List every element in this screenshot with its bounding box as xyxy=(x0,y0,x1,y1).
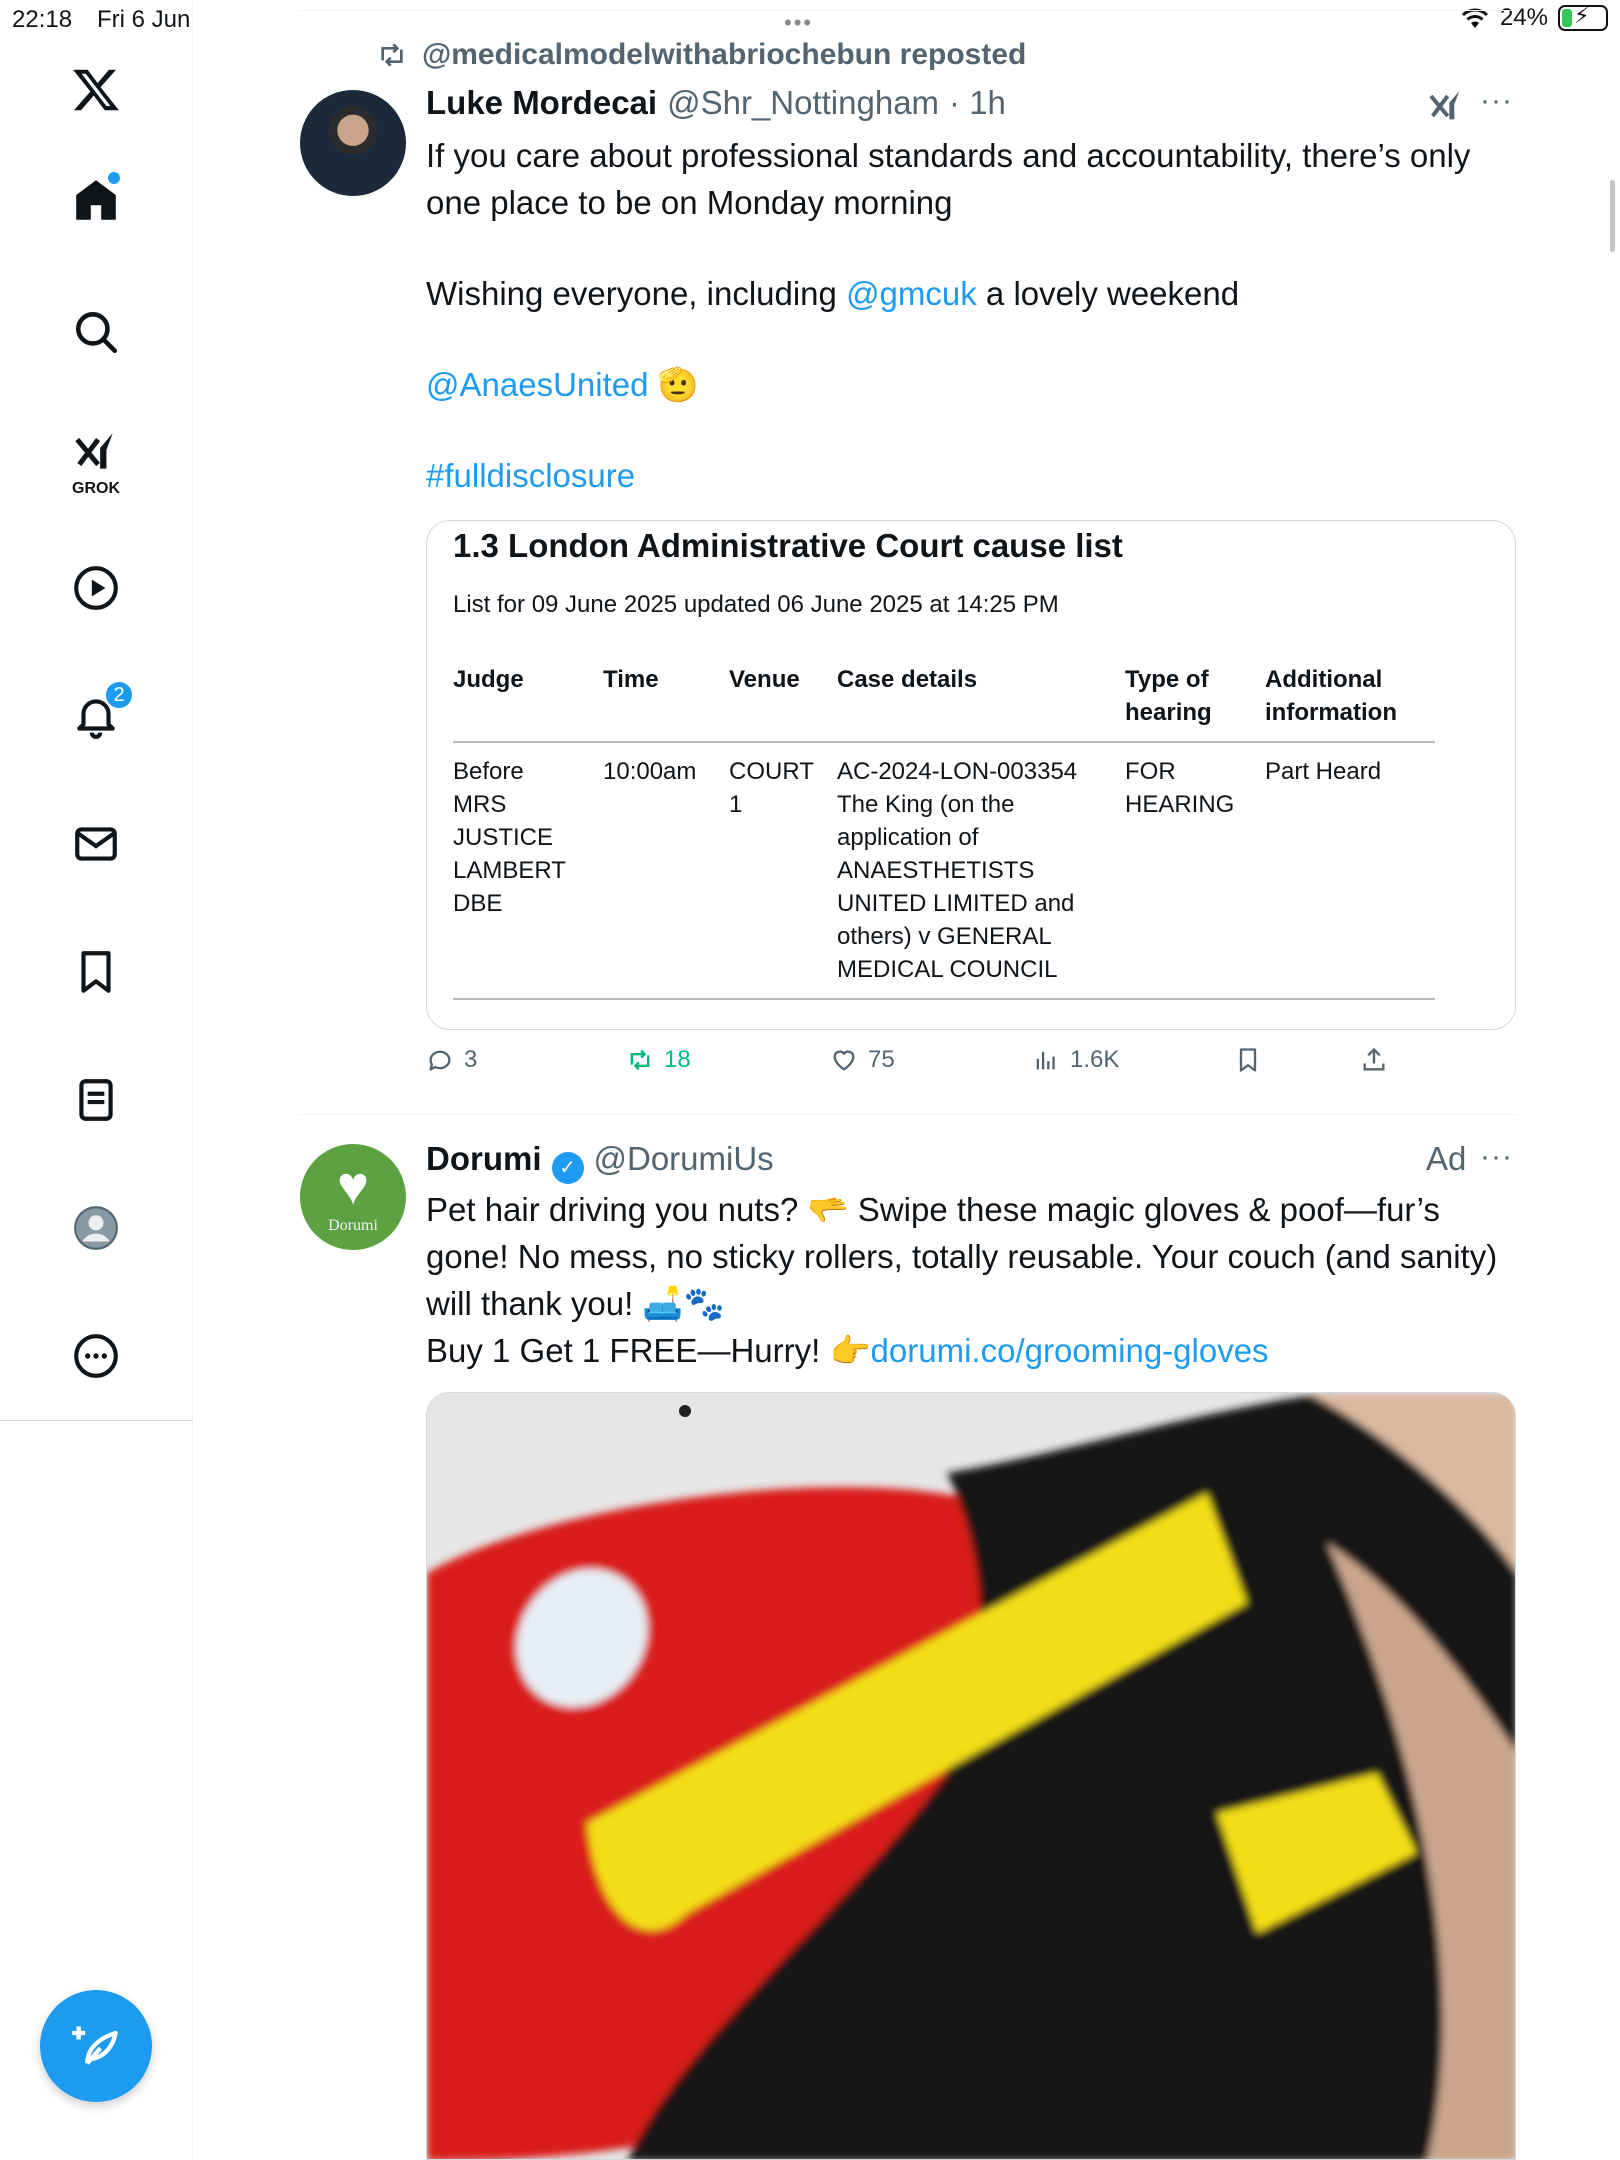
home-new-dot xyxy=(108,172,120,184)
heart-icon xyxy=(830,1046,858,1074)
battery-icon: ⚡ xyxy=(1558,5,1608,31)
verified-badge-icon: ✓ xyxy=(552,1152,584,1184)
ad-link[interactable]: dorumi.co/grooming-gloves xyxy=(870,1332,1269,1369)
avatar-brand-text: Dorumi xyxy=(328,1217,378,1234)
tweet-text-line: Pet hair driving you nuts? 🫳 Swipe these magic gloves & poof—fur’s gone! No mess, no sticky rollers, totally reusable. Your couch (and sanity) will thank you! 🛋️🐾 xyxy=(426,1191,1498,1322)
retweet-button[interactable] xyxy=(626,1046,691,1074)
reply-button[interactable] xyxy=(426,1046,477,1074)
cell-time: 10:00am xyxy=(603,758,697,785)
bookmark-button[interactable] xyxy=(1234,1046,1262,1074)
author-name[interactable]: Dorumi xyxy=(426,1140,542,1177)
share-button[interactable] xyxy=(1360,1046,1388,1074)
grok-label: GROK xyxy=(72,480,120,497)
compose-button[interactable] xyxy=(40,1990,152,2102)
bookmarks-icon[interactable] xyxy=(60,936,132,1008)
cause-list-table xyxy=(453,663,1435,1000)
view-count: 1.6K xyxy=(1070,1046,1120,1073)
repost-icon xyxy=(376,39,408,71)
cell-venue: COURT 1 xyxy=(729,758,814,818)
tweet-header xyxy=(426,84,1006,122)
views-button[interactable] xyxy=(1032,1046,1119,1074)
repost-text: @medicalmodelwithabriochebun reposted xyxy=(422,38,1027,71)
card-title: 1.3 London Administrative Court cause list xyxy=(453,527,1123,564)
tweet-body xyxy=(426,1186,1516,1374)
header-type-of-hearing: Type of hearing xyxy=(1125,666,1212,726)
header-case-details: Case details xyxy=(837,666,978,693)
home-icon[interactable] xyxy=(60,164,132,236)
cell-additional-info: Part Heard xyxy=(1265,758,1382,785)
tweet-text-line: Buy 1 Get 1 FREE—Hurry! 👉dorumi.co/grooming-gloves xyxy=(426,1332,1269,1369)
cell-judge: Before MRS JUSTICE LAMBERT DBE xyxy=(453,758,566,917)
like-button[interactable] xyxy=(830,1046,895,1074)
reply-count: 3 xyxy=(464,1046,478,1073)
like-count: 75 xyxy=(868,1046,895,1073)
attached-image-court-list[interactable] xyxy=(426,520,1516,1030)
tweet-body xyxy=(426,132,1516,499)
cell-case-details: AC-2024-LON-003354 The King (on the application of ANAESTHETISTS UNITED LIMITED and others) v GENERAL MEDICAL COUNCIL xyxy=(837,758,1078,983)
scroll-indicator[interactable] xyxy=(1610,180,1615,252)
more-icon[interactable] xyxy=(60,1320,132,1392)
tweet-header xyxy=(426,1140,774,1180)
retweet-count: 18 xyxy=(664,1046,691,1073)
grok-explain-icon[interactable] xyxy=(1426,86,1466,126)
tweet-text-line xyxy=(426,452,1516,499)
status-time: 22:18 xyxy=(12,6,73,33)
table-row xyxy=(453,743,1435,1000)
mention-link[interactable]: @AnaesUnited xyxy=(426,366,649,403)
tweet-divider xyxy=(300,1114,1516,1115)
sidebar-divider xyxy=(0,1420,193,1421)
header-time: Time xyxy=(603,666,659,693)
video-frame-image xyxy=(427,1393,1516,2160)
ad-video[interactable] xyxy=(426,1392,1516,2160)
tweet-text-line: Wishing everyone, including @gmcuk a lovely weekend xyxy=(426,275,1240,312)
tweet-text-line xyxy=(426,361,1516,408)
author-handle[interactable]: @Shr_Nottingham xyxy=(667,84,940,121)
bookmark-icon xyxy=(1234,1046,1262,1074)
profile-icon[interactable] xyxy=(60,1192,132,1264)
author-handle[interactable]: @DorumiUs xyxy=(593,1140,774,1177)
notifications-badge: 2 xyxy=(104,680,134,710)
views-icon xyxy=(1032,1046,1060,1074)
lists-icon[interactable] xyxy=(60,1064,132,1136)
ad-label: Ad xyxy=(1426,1140,1467,1177)
tweet-more-icon[interactable]: ··· xyxy=(1480,1140,1513,1173)
notifications-icon[interactable] xyxy=(60,680,132,752)
feed-top-divider xyxy=(300,10,1516,11)
header-additional-info: Additional information xyxy=(1265,666,1397,726)
table-header-row xyxy=(453,663,1435,743)
card-subtitle: List for 09 June 2025 updated 06 June 2025 at 14:25 PM xyxy=(453,591,1059,618)
tweet-actions xyxy=(426,1046,1426,1086)
mention-link[interactable]: @gmcuk xyxy=(846,275,977,312)
avatar[interactable] xyxy=(300,1144,406,1250)
search-icon[interactable] xyxy=(60,296,132,368)
reply-icon xyxy=(426,1046,454,1074)
retweet-icon xyxy=(626,1046,654,1074)
tweet-time[interactable]: · 1h xyxy=(949,84,1006,121)
video-icon[interactable] xyxy=(60,552,132,624)
cell-type-of-hearing: FOR HEARING xyxy=(1125,758,1235,818)
header-venue: Venue xyxy=(729,666,800,693)
hashtag-link[interactable]: #fulldisclosure xyxy=(426,457,636,494)
author-name[interactable]: Luke Mordecai xyxy=(426,84,658,121)
multitasking-dots[interactable]: ••• xyxy=(784,10,814,35)
share-icon xyxy=(1360,1046,1388,1074)
messages-icon[interactable] xyxy=(60,808,132,880)
header-judge: Judge xyxy=(453,666,524,693)
repost-indicator[interactable] xyxy=(376,38,1026,72)
salute-emoji: 🫡 xyxy=(657,366,699,403)
sidebar-nav xyxy=(0,0,193,2160)
tweet-more-icon[interactable]: ··· xyxy=(1480,84,1513,117)
grok-icon[interactable] xyxy=(60,416,132,497)
battery-percent: 24% xyxy=(1499,4,1548,31)
x-logo-icon[interactable] xyxy=(60,54,132,126)
status-date: Fri 6 Jun xyxy=(97,6,191,33)
timeline-feed xyxy=(300,0,1516,2160)
compose-icon xyxy=(70,2020,122,2072)
tweet-text-line: If you care about professional standards and accountability, there’s only one place to be on Monday morning xyxy=(426,137,1471,221)
dorumi-logo-icon: ♥ xyxy=(336,1156,370,1216)
avatar[interactable] xyxy=(300,90,406,196)
